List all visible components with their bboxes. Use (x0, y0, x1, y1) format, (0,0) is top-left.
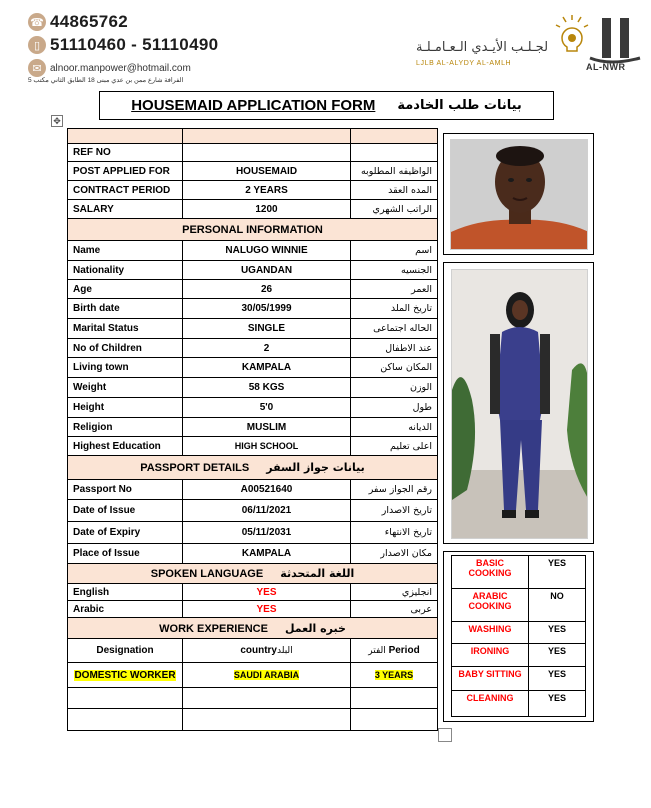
face-photo (450, 139, 588, 250)
mobile-contact (28, 35, 218, 55)
full-body-photo-frame (443, 262, 594, 544)
form-title-english: HOUSEMAID APPLICATION FORM (131, 97, 376, 114)
country-label-arabic: البلد (277, 646, 293, 656)
table-row (68, 601, 438, 618)
field-value: HIGH SCHOOL (183, 437, 351, 456)
table-row (68, 280, 438, 299)
field-value: HOUSEMAID (183, 162, 351, 181)
face-photo-frame (443, 133, 594, 255)
skill-name: CLEANING (452, 691, 529, 717)
field-label: POST APPLIED FOR (68, 162, 183, 181)
field-value: 2 YEARS (183, 181, 351, 200)
table-row (68, 378, 438, 398)
logo-english-text: LJLB AL-ALYDY AL-AMLH (416, 60, 512, 67)
field-label: Name (68, 241, 183, 261)
table-row (68, 522, 438, 544)
country-label-english: country (240, 645, 277, 656)
period-label-english: Period (388, 645, 420, 656)
field-label-arabic: الراتب الشهري (351, 200, 438, 219)
field-label-arabic: اسم (351, 241, 438, 261)
skill-name: IRONING (452, 644, 529, 667)
experience-period (351, 663, 438, 688)
field-label-arabic: المكان ساكن (351, 358, 438, 378)
field-label-arabic: المده العقد (351, 181, 438, 200)
column-header-designation: Designation (68, 639, 183, 663)
table-row (68, 339, 438, 358)
field-label-arabic: تاريخ الملد (351, 299, 438, 319)
field-label-arabic: الوزن (351, 378, 438, 398)
skill-value: YES (529, 644, 586, 667)
skill-value: YES (529, 691, 586, 717)
phone-number-1: 44865762 (50, 12, 129, 31)
field-label: Highest Education (68, 437, 183, 456)
language-heading-row (68, 564, 438, 584)
field-label: Religion (68, 418, 183, 437)
field-label-arabic: الجنسيه (351, 261, 438, 280)
field-label: SALARY (68, 200, 183, 219)
field-value: UGANDAN (183, 261, 351, 280)
form-title-box (99, 91, 554, 120)
skill-row (452, 644, 586, 667)
experience-row-empty (68, 688, 438, 709)
section-heading-english: SPOKEN LANGUAGE (150, 568, 264, 580)
table-row (68, 437, 438, 456)
field-label: Age (68, 280, 183, 299)
field-label: Arabic (68, 601, 183, 618)
field-label-arabic: الحاله اجتماعى (351, 319, 438, 339)
skill-row (452, 589, 586, 622)
skills-table (451, 555, 586, 717)
field-label: CONTRACT PERIOD (68, 181, 183, 200)
table-row (68, 358, 438, 378)
field-label-arabic: عند الاطفال (351, 339, 438, 358)
application-table (67, 128, 438, 731)
table-row (68, 162, 438, 181)
period-value: 3 YEARS (374, 670, 414, 680)
section-heading (68, 456, 438, 480)
mobile-icon: ▯ (28, 36, 46, 54)
skill-row (452, 691, 586, 717)
table-row (68, 584, 438, 601)
field-value: KAMPALA (183, 544, 351, 564)
field-value: 2 (183, 339, 351, 358)
section-heading (68, 618, 438, 639)
field-value: 05/11/2031 (183, 522, 351, 544)
phone-contact (28, 12, 128, 32)
field-value: 30/05/1999 (183, 299, 351, 319)
table-row (68, 200, 438, 219)
table-row (68, 299, 438, 319)
field-label: Weight (68, 378, 183, 398)
skill-name: WASHING (452, 622, 529, 644)
field-label-arabic (351, 144, 438, 162)
table-move-handle-icon[interactable]: ✥ (51, 115, 63, 127)
section-heading-arabic: خبره العمل (284, 621, 346, 635)
field-label-arabic: مكان الاصدار (351, 544, 438, 564)
experience-row-empty (68, 709, 438, 731)
table-row (68, 319, 438, 339)
field-value: KAMPALA (183, 358, 351, 378)
section-heading-arabic: بيانات جواز السفر (266, 461, 365, 474)
field-value: 26 (183, 280, 351, 299)
table-row (68, 480, 438, 500)
email-contact (28, 59, 191, 77)
portrait-image-icon (451, 140, 588, 250)
field-label-arabic: الواظيفه المطلوبه (351, 162, 438, 181)
section-heading-arabic: اللغة المتحدثة (280, 567, 355, 580)
logo-arabic-text: لجـلـب الأيـدي الـعـامـلـة (416, 40, 549, 55)
experience-country (183, 663, 351, 688)
field-value: SINGLE (183, 319, 351, 339)
field-value: A00521640 (183, 480, 351, 500)
section-heading-english: PASSPORT DETAILS (140, 462, 250, 474)
section-heading (68, 564, 438, 584)
field-value: YES (183, 584, 351, 601)
field-label: Place of Issue (68, 544, 183, 564)
table-header-blank-row (68, 129, 438, 144)
skill-name: BASIC COOKING (452, 556, 529, 589)
skill-row (452, 622, 586, 644)
full-body-image-icon (452, 270, 588, 539)
table-row (68, 181, 438, 200)
field-value: 5'0 (183, 398, 351, 418)
field-label: Living town (68, 358, 183, 378)
field-label-arabic: تاريخ الاصدار (351, 500, 438, 522)
address: الفرافة شارع ممن بن عدي مبنى 18 الطابق الثاني مكتب 5 (28, 77, 184, 84)
skill-value: YES (529, 622, 586, 644)
field-label-arabic: عربى (351, 601, 438, 618)
field-label-arabic: طول (351, 398, 438, 418)
checkbox-icon[interactable] (438, 728, 452, 742)
section-heading: PERSONAL INFORMATION (68, 219, 438, 241)
skill-row (452, 556, 586, 589)
table-row (68, 144, 438, 162)
table-row (68, 261, 438, 280)
field-label: Marital Status (68, 319, 183, 339)
mail-icon: ✉ (28, 59, 46, 77)
passport-heading-row (68, 456, 438, 480)
skill-row (452, 667, 586, 691)
field-label: REF NO (68, 144, 183, 162)
field-label: Passport No (68, 480, 183, 500)
field-label: Date of Expiry (68, 522, 183, 544)
table-row (68, 398, 438, 418)
field-label-arabic: رقم الجواز سفر (351, 480, 438, 500)
field-label: Nationality (68, 261, 183, 280)
full-body-photo (451, 269, 588, 539)
table-row (68, 418, 438, 437)
period-label-arabic: الفتر (368, 646, 386, 656)
field-value: 1200 (183, 200, 351, 219)
table-row (68, 544, 438, 564)
skill-value: NO (529, 589, 586, 622)
field-value: 06/11/2021 (183, 500, 351, 522)
phone-icon: ☎ (28, 13, 46, 31)
logo-wordmark: AL-NWR (586, 62, 626, 72)
table-row (68, 241, 438, 261)
personal-info-heading-row (68, 219, 438, 241)
field-label-arabic: العمر (351, 280, 438, 299)
field-value (183, 144, 351, 162)
field-label: Height (68, 398, 183, 418)
experience-designation (68, 663, 183, 688)
field-value: MUSLIM (183, 418, 351, 437)
skill-value: YES (529, 667, 586, 691)
field-label: English (68, 584, 183, 601)
phone-number-2: 51110460 - 51110490 (50, 35, 219, 54)
field-label: Birth date (68, 299, 183, 319)
field-label-arabic: تاريخ الانتهاء (351, 522, 438, 544)
field-value: YES (183, 601, 351, 618)
field-value: 58 KGS (183, 378, 351, 398)
country-value: SAUDI ARABIA (233, 670, 300, 680)
experience-column-header-row (68, 639, 438, 663)
field-label-arabic: انجليزي (351, 584, 438, 601)
experience-row (68, 663, 438, 688)
skill-name: ARABIC COOKING (452, 589, 529, 622)
skill-name: BABY SITTING (452, 667, 529, 691)
skill-value: YES (529, 556, 586, 589)
email-address: alnoor.manpower@hotmail.com (50, 62, 191, 74)
field-value: NALUGO WINNIE (183, 241, 351, 261)
field-label: Date of Issue (68, 500, 183, 522)
column-header-country (183, 639, 351, 663)
field-label: No of Children (68, 339, 183, 358)
field-label-arabic: الديانه (351, 418, 438, 437)
column-header-period (351, 639, 438, 663)
section-heading-english: WORK EXPERIENCE (159, 622, 268, 635)
field-label-arabic: اعلى تعليم (351, 437, 438, 456)
form-title-arabic: بيانات طلب الخادمة (397, 98, 522, 113)
experience-heading-row (68, 618, 438, 639)
table-row (68, 500, 438, 522)
designation-value: DOMESTIC WORKER (74, 669, 176, 681)
